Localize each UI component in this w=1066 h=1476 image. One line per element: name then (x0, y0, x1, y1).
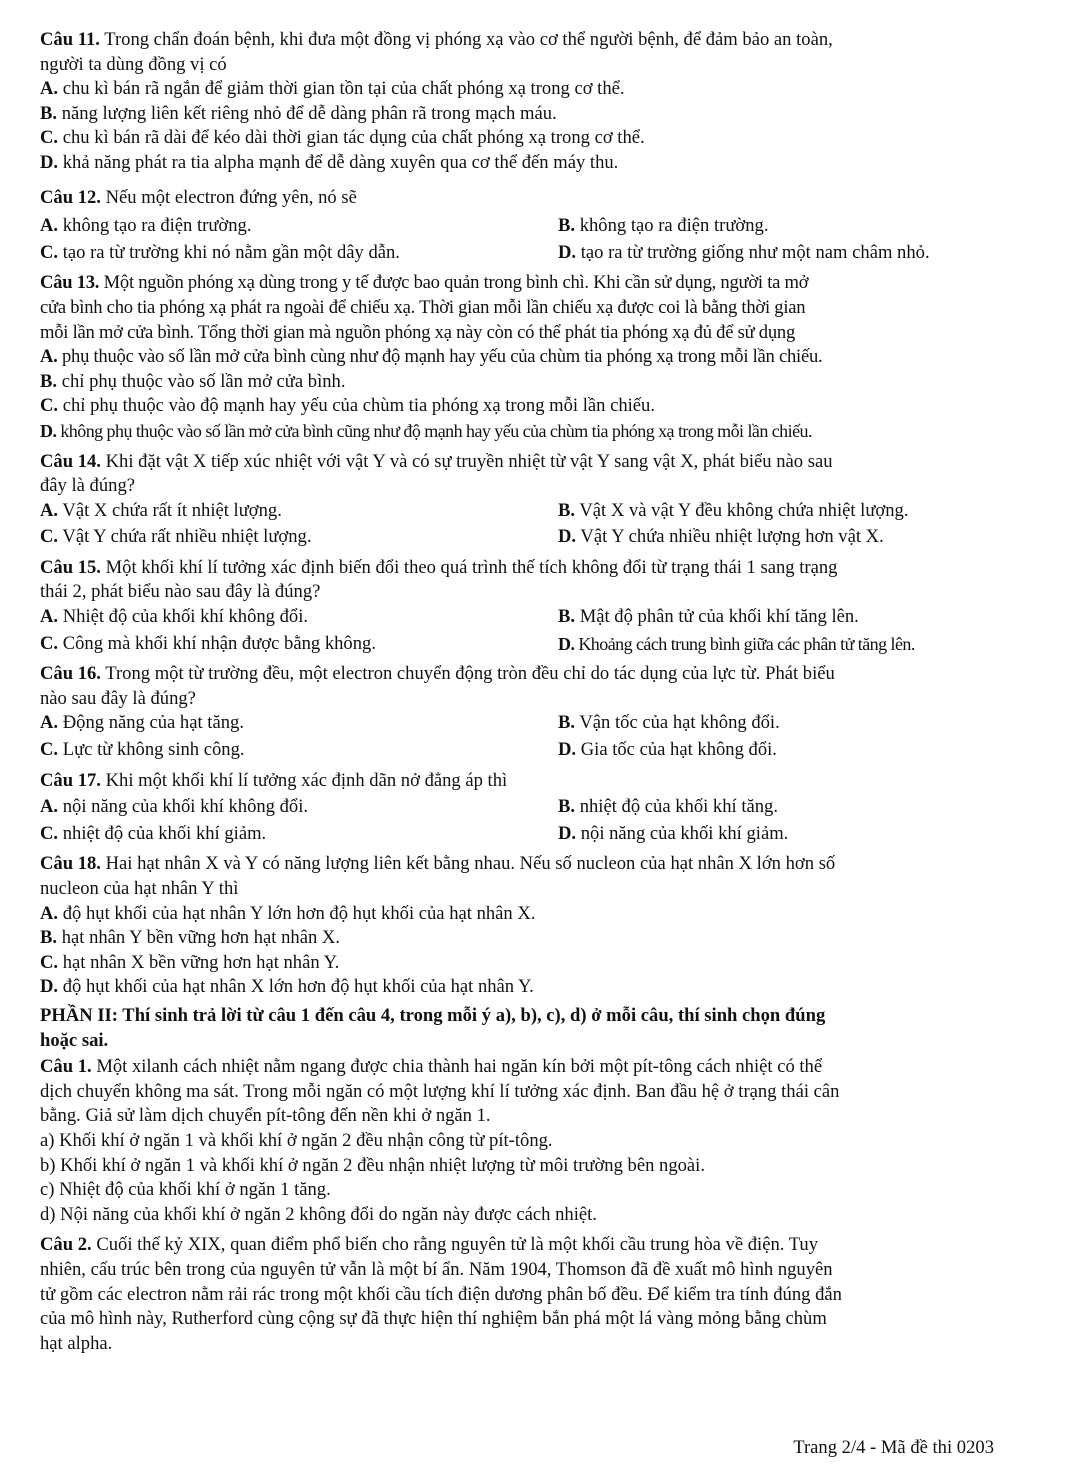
question-stem: thái 2, phát biểu nào sau đây là đúng? (40, 581, 321, 603)
option-a: A. chu kì bán rã ngắn để giảm thời gian tồn tại của chất phóng xạ trong cơ thể. (40, 78, 625, 100)
question-label: Câu 16. (40, 663, 101, 685)
question-stem: Trong chẩn đoán bệnh, khi đưa một đồng vị phóng xạ vào cơ thể người bệnh, để đảm bảo an toàn, (99, 29, 833, 50)
question-stem: nào sau đây là đúng? (40, 687, 196, 709)
question-stem: Hai hạt nhân X và Y có năng lượng liên kết bằng nhau. Nếu số nucleon của hạt nhân X lớn hơn số (100, 853, 836, 875)
question-stem: nucleon của hạt nhân Y thì (40, 878, 239, 899)
part2-question-1 (40, 1055, 1004, 1227)
part2-question-2 (40, 1233, 1004, 1356)
statement-a: a) Khối khí ở ngăn 1 và khối khí ở ngăn 2 đều nhận công từ pít-tông. (40, 1129, 553, 1151)
option-c: C. chu kì bán rã dài để kéo dài thời gian tác dụng của chất phóng xạ trong cơ thể. (40, 127, 645, 149)
question-15 (40, 556, 1004, 656)
option-d: D. không phụ thuộc vào số lần mở cửa bình cũng như độ mạnh hay yếu của chùm tia phóng xạ trong mỗi lần chiếu. (40, 420, 812, 441)
question-stem: dịch chuyển không ma sát. Trong mỗi ngăn có một lượng khí lí tưởng xác định. Ban đầu hệ ở trạng thái cân (40, 1080, 840, 1102)
question-stem: mỗi lần mở cửa bình. Tổng thời gian mà nguồn phóng xạ này còn có thể phát tia phóng xạ đủ để sử dụng (40, 321, 795, 343)
question-label: Câu 17. (40, 769, 101, 791)
question-stem: Nếu một electron đứng yên, nó sẽ (100, 186, 357, 208)
option-b: B. chỉ phụ thuộc vào số lần mở cửa bình. (40, 370, 346, 392)
statement-b: b) Khối khí ở ngăn 1 và khối khí ở ngăn 2 đều nhận nhiệt lượng từ môi trường bên ngoài. (40, 1154, 705, 1176)
question-label: Câu 12. (40, 186, 101, 208)
question-stem: nhiên, cấu trúc bên trong của nguyên tử vẫn là một bí ẩn. Năm 1904, Thomson đã đề xuất mô hình nguyên (40, 1258, 833, 1280)
option-d: D. nội năng của khối khí giảm. (558, 822, 789, 844)
option-d: D. tạo ra từ trường giống như một nam châm nhỏ. (558, 241, 930, 263)
option-b: B. Vật X và vật Y đều không chứa nhiệt lượng. (558, 499, 909, 521)
option-b: B. năng lượng liên kết riêng nhỏ để dễ dàng phân rã trong mạch máu. (40, 102, 557, 124)
question-11 (40, 28, 1004, 176)
question-stem: tử gồm các electron nằm rải rác trong một khối cầu tích điện dương phân bố đều. Để kiểm tra tính đúng đắn (40, 1283, 842, 1305)
question-stem: Trong một từ trường đều, một electron chuyển động tròn đều chỉ do tác dụng của lực từ. Phát biểu (100, 663, 835, 685)
option-a: A. Động năng của hạt tăng. (40, 712, 244, 734)
option-a: A. Nhiệt độ của khối khí không đổi. (40, 606, 309, 628)
option-c: C. Vật Y chứa rất nhiều nhiệt lượng. (40, 526, 312, 548)
question-stem: Một khối khí lí tưởng xác định biến đổi theo quá trình thế tích không đổi từ trạng thái 1 sang trạng (100, 556, 838, 578)
option-c: C. hạt nhân X bền vững hơn hạt nhân Y. (40, 951, 340, 973)
question-stem: hạt alpha. (40, 1332, 113, 1354)
option-d: D. độ hụt khối của hạt nhân X lớn hơn độ hụt khối của hạt nhân Y. (40, 976, 534, 998)
question-17 (40, 769, 1004, 847)
option-a: A. Vật X chứa rất ít nhiệt lượng. (40, 499, 282, 521)
statement-d: d) Nội năng của khối khí ở ngăn 2 không đổi do ngăn này được cách nhiệt. (40, 1203, 597, 1225)
question-stem: Một xilanh cách nhiệt nằm ngang được chia thành hai ngăn kín bởi một pít-tông cách nhiệt có thể (91, 1056, 823, 1078)
question-13 (40, 271, 1004, 443)
option-a: A. không tạo ra điện trường. (40, 215, 252, 237)
question-label: Câu 15. (40, 556, 101, 578)
question-stem: người ta dùng đồng vị có (40, 53, 227, 75)
question-label: Câu 13. (40, 272, 100, 294)
option-a: A. phụ thuộc vào số lần mở cửa bình cùng như độ mạnh hay yếu của chùm tia phóng xạ trong mỗi lần chiếu. (40, 346, 823, 368)
question-stem: đây là đúng? (40, 475, 136, 497)
question-14 (40, 450, 1004, 550)
question-stem: cửa bình cho tia phóng xạ phát ra ngoài để chiếu xạ. Thời gian mỗi lần chiếu xạ được coi là bằng thời gian (40, 296, 806, 318)
question-16 (40, 662, 1004, 762)
question-stem: của mô hình này, Rutherford cùng cộng sự đã thực hiện thí nghiệm bắn phá một lá vàng mỏng bằng chùm (40, 1308, 827, 1330)
option-d: D. Khoảng cách trung bình giữa các phân tử tăng lên. (558, 633, 915, 654)
question-label: Câu 14. (40, 450, 101, 472)
part-2-heading: PHẦN II: Thí sinh trả lời từ câu 1 đến câu 4, trong mỗi ý a), b), c), d) ở mỗi câu, thí sinh chọn đúng hoặc sai. (40, 1004, 826, 1051)
question-label: Câu 2. (40, 1234, 92, 1256)
option-b: B. Mật độ phân tử của khối khí tăng lên. (558, 606, 859, 628)
page-footer: Trang 2/4 - Mã đề thi 0203 (793, 1437, 994, 1458)
question-stem: Cuối thế kỷ XIX, quan điểm phổ biến cho rằng nguyên tử là một khối cầu trung hòa về điện. Tuy (91, 1234, 819, 1256)
question-label: Câu 1. (40, 1056, 92, 1078)
option-d: D. Vật Y chứa nhiều nhiệt lượng hơn vật X. (558, 526, 884, 548)
question-stem: Khi đặt vật X tiếp xúc nhiệt với vật Y và có sự truyền nhiệt từ vật Y sang vật X, phát biểu nào sau (100, 450, 833, 472)
option-b: B. nhiệt độ của khối khí tăng. (558, 796, 779, 818)
option-a: A. nội năng của khối khí không đổi. (40, 796, 309, 818)
question-18 (40, 852, 1004, 1000)
option-c: C. nhiệt độ của khối khí giảm. (40, 822, 267, 844)
option-d: D. Gia tốc của hạt không đổi. (558, 739, 777, 761)
statement-c: c) Nhiệt độ của khối khí ở ngăn 1 tăng. (40, 1179, 331, 1201)
question-12 (40, 186, 1004, 266)
question-label: Câu 18. (40, 853, 101, 875)
option-c: C. Công mà khối khí nhận được bằng không. (40, 632, 376, 654)
option-d: D. khả năng phát ra tia alpha mạnh để dễ dàng xuyên qua cơ thể đến máy thu. (40, 151, 619, 173)
question-stem: Một nguồn phóng xạ dùng trong y tế được bao quản trong bình chì. Khi cần sử dụng, người ta mở (99, 272, 809, 294)
option-c: C. Lực từ không sinh công. (40, 739, 245, 761)
option-c: C. tạo ra từ trường khi nó nằm gần một dây dẫn. (40, 241, 400, 263)
option-c: C. chỉ phụ thuộc vào độ mạnh hay yếu của chùm tia phóng xạ trong mỗi lần chiếu. (40, 395, 655, 417)
question-label: Câu 11. (40, 29, 100, 50)
question-stem: Khi một khối khí lí tưởng xác định dãn nở đẳng áp thì (100, 769, 508, 791)
option-b: B. Vận tốc của hạt không đổi. (558, 712, 780, 734)
option-b: B. không tạo ra điện trường. (558, 215, 769, 237)
question-stem: bằng. Giả sử làm dịch chuyển pít-tông đến nền khi ở ngăn 1. (40, 1105, 491, 1127)
option-a: A. độ hụt khối của hạt nhân Y lớn hơn độ hụt khối của hạt nhân X. (40, 902, 536, 924)
option-b: B. hạt nhân Y bền vững hơn hạt nhân X. (40, 927, 340, 949)
